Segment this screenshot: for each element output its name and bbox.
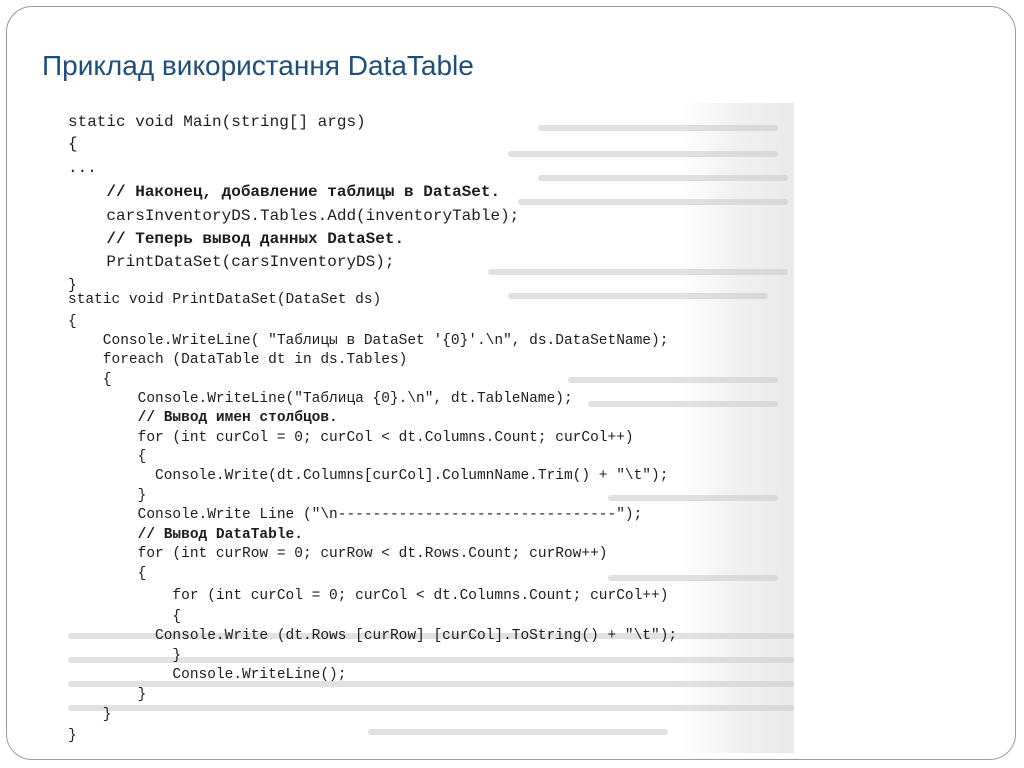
code-line: Console.WriteLine( "Таблицы в DataSet '{0}'.\n", ds.DataSetName); — [68, 333, 669, 349]
code-line: carsInventoryDS.Tables.Add(inventoryTable); — [68, 207, 520, 225]
code-line: { — [68, 314, 77, 330]
code-line: static void PrintDataSet(DataSet ds) — [68, 292, 382, 308]
code-line: Console.Write (dt.Rows [curRow] [curCol].ToString() + "\t"); — [68, 628, 678, 644]
code-comment: // Теперь вывод данных DataSet. — [68, 230, 405, 248]
code-line: { — [68, 609, 182, 625]
code-line: } — [68, 728, 77, 744]
code-line: } — [68, 707, 112, 723]
code-line: static void Main(string[] args) — [68, 113, 366, 131]
code-line: for (int curCol = 0; curCol < dt.Columns.Count; curCol++) — [68, 588, 669, 604]
code-line: Console.WriteLine("Таблица {0}.\n", dt.TableName); — [68, 391, 573, 407]
code-line: PrintDataSet(carsInventoryDS); — [68, 253, 395, 271]
code-line: Console.WriteLine(); — [68, 667, 347, 683]
code-line: } — [68, 278, 77, 294]
code-comment: // Вывод имен столбцов. — [68, 410, 338, 426]
code-line: ... — [68, 159, 97, 177]
code-line: Console.Write(dt.Columns[curCol].ColumnName.Trim() + "\t"); — [68, 468, 669, 484]
code-line: { — [68, 449, 147, 465]
code-line: } — [68, 648, 182, 664]
code-line: { — [68, 372, 112, 388]
code-comment: // Вывод DataTable. — [68, 527, 303, 543]
code-line: } — [68, 488, 147, 504]
code-line: } — [68, 687, 147, 703]
code-comment: // Наконец, добавление таблицы в DataSet. — [68, 183, 501, 201]
code-line: { — [68, 135, 78, 153]
code-line: Console.Write Line ("\n--------------------------------"); — [68, 507, 643, 523]
code-line: foreach (DataTable dt in ds.Tables) — [68, 352, 408, 368]
code-line: for (int curRow = 0; curRow < dt.Rows.Count; curRow++) — [68, 546, 608, 562]
code-scan-image — [68, 103, 794, 753]
slide-title: Приклад використання DataTable — [42, 50, 474, 81]
code-line: { — [68, 566, 147, 582]
code-line: for (int curCol = 0; curCol < dt.Columns.Count; curCol++) — [68, 430, 634, 446]
